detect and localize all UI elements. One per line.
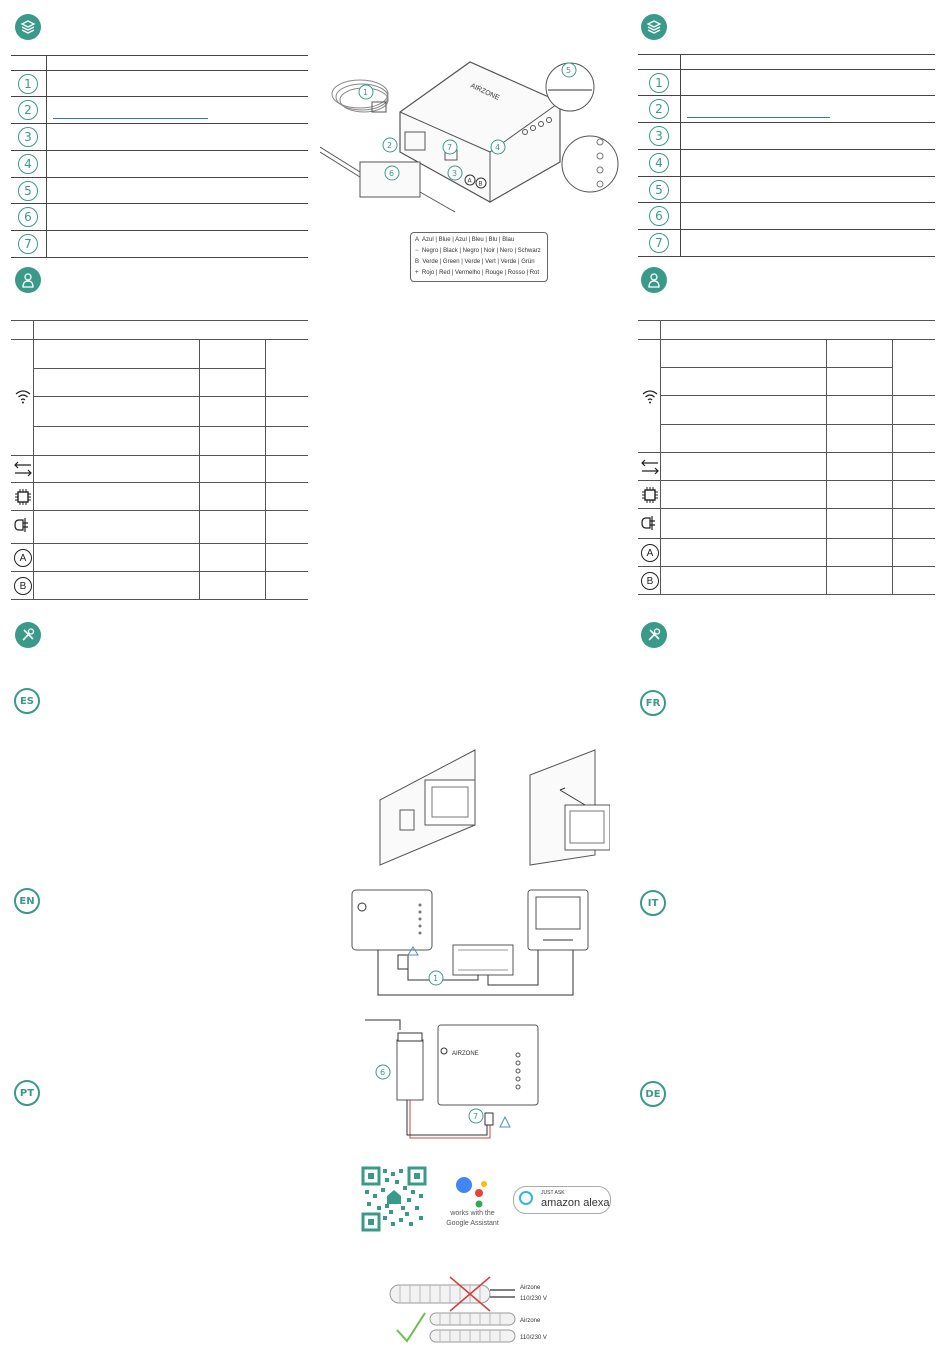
number-7: 7 [649, 233, 669, 253]
terminal-b-label: B [478, 180, 483, 188]
number-1: 1 [649, 73, 669, 93]
google-assistant-icon [454, 1172, 490, 1208]
google-caption-line-1: works with the [450, 1210, 495, 1217]
alexa-small-text: JUST ASK [541, 1190, 565, 1196]
device-illustration [320, 52, 620, 232]
tools-icon [641, 622, 667, 648]
power-plug-icon [13, 516, 33, 539]
language-it-icon: IT [640, 890, 666, 916]
layers-icon [641, 14, 667, 40]
callout-2: 2 [387, 141, 393, 150]
tools-icon [15, 622, 41, 648]
number-2: 2 [18, 100, 38, 120]
callout-7: 7 [447, 143, 453, 152]
callout-5: 5 [566, 66, 572, 75]
bidirectional-arrows-icon [640, 458, 660, 481]
callout-1: 1 [363, 88, 369, 97]
google-assistant-badge [440, 1170, 505, 1232]
wiring-illustration [348, 885, 593, 1005]
terminal-a-icon: A [14, 549, 32, 567]
terminal-a-label: A [467, 177, 472, 185]
number-4: 4 [649, 153, 669, 173]
number-1: 1 [18, 74, 38, 94]
language-fr-icon: FR [640, 690, 666, 716]
power-callout-7: 7 [473, 1112, 479, 1121]
google-caption-line-2: Google Assistant [446, 1220, 499, 1227]
link-underline[interactable] [687, 117, 830, 118]
terminal-b-icon: B [641, 572, 659, 590]
power-callout-6: 6 [380, 1068, 386, 1077]
callout-6: 6 [389, 169, 395, 178]
power-illustration [360, 1015, 545, 1140]
cable-label-voltage-2: 110/230 V [520, 1335, 547, 1341]
number-5: 5 [649, 180, 669, 200]
technician-icon [641, 267, 667, 293]
wall-mount-illustration [370, 745, 610, 870]
components-table-right [638, 54, 935, 257]
cable-label-airzone-1: Airzone [520, 1285, 541, 1291]
language-en-icon: EN [14, 888, 40, 914]
legend-row-red: + Rojo | Red | Vermelho | Rouge | Rosso | Rot [415, 270, 540, 276]
number-4: 4 [18, 154, 38, 174]
wire-color-legend [410, 232, 548, 282]
legend-row-blue: A Azul | Blue | Azul | Bleu | Blu | Blau [415, 237, 515, 243]
technician-icon [15, 267, 41, 293]
qr-code[interactable] [361, 1166, 427, 1232]
terminal-a-icon: A [641, 544, 659, 562]
number-6: 6 [649, 206, 669, 226]
legend-row-green: B Verde | Green | Verde | Vert | Verde | Grün [415, 259, 535, 265]
power-plug-icon [640, 514, 660, 537]
cable-routing-illustration [385, 1275, 555, 1345]
legend-row-black: − Negro | Black | Negro | Noir | Nero | Schwarz [415, 248, 541, 254]
wifi-icon [14, 388, 32, 409]
cable-label-airzone-2: Airzone [520, 1318, 541, 1324]
number-5: 5 [18, 181, 38, 201]
chip-icon [14, 488, 32, 511]
wifi-icon [641, 388, 659, 409]
chip-icon [641, 486, 659, 509]
language-es-icon: ES [14, 688, 40, 714]
alexa-icon [519, 1191, 533, 1205]
power-brand-label: AIRZONE [452, 1051, 479, 1057]
specs-table-left [11, 320, 308, 600]
components-table-left [11, 55, 308, 258]
number-6: 6 [18, 207, 38, 227]
cable-label-voltage-1: 110/230 V [520, 1296, 547, 1302]
brand-label: AIRZONE [469, 82, 501, 102]
callout-3: 3 [452, 169, 458, 178]
number-3: 3 [18, 127, 38, 147]
number-3: 3 [649, 126, 669, 146]
alexa-badge [513, 1186, 611, 1214]
layers-icon [15, 14, 41, 40]
callout-4: 4 [495, 143, 501, 152]
link-underline[interactable] [53, 118, 208, 119]
wiring-callout-1: 1 [433, 974, 439, 983]
language-pt-icon: PT [14, 1080, 40, 1106]
bidirectional-arrows-icon [13, 460, 33, 483]
specs-table-right [638, 320, 935, 595]
alexa-big-text: amazon alexa [541, 1197, 610, 1209]
terminal-b-icon: B [14, 577, 32, 595]
number-2: 2 [649, 99, 669, 119]
number-7: 7 [18, 234, 38, 254]
language-de-icon: DE [640, 1081, 666, 1107]
